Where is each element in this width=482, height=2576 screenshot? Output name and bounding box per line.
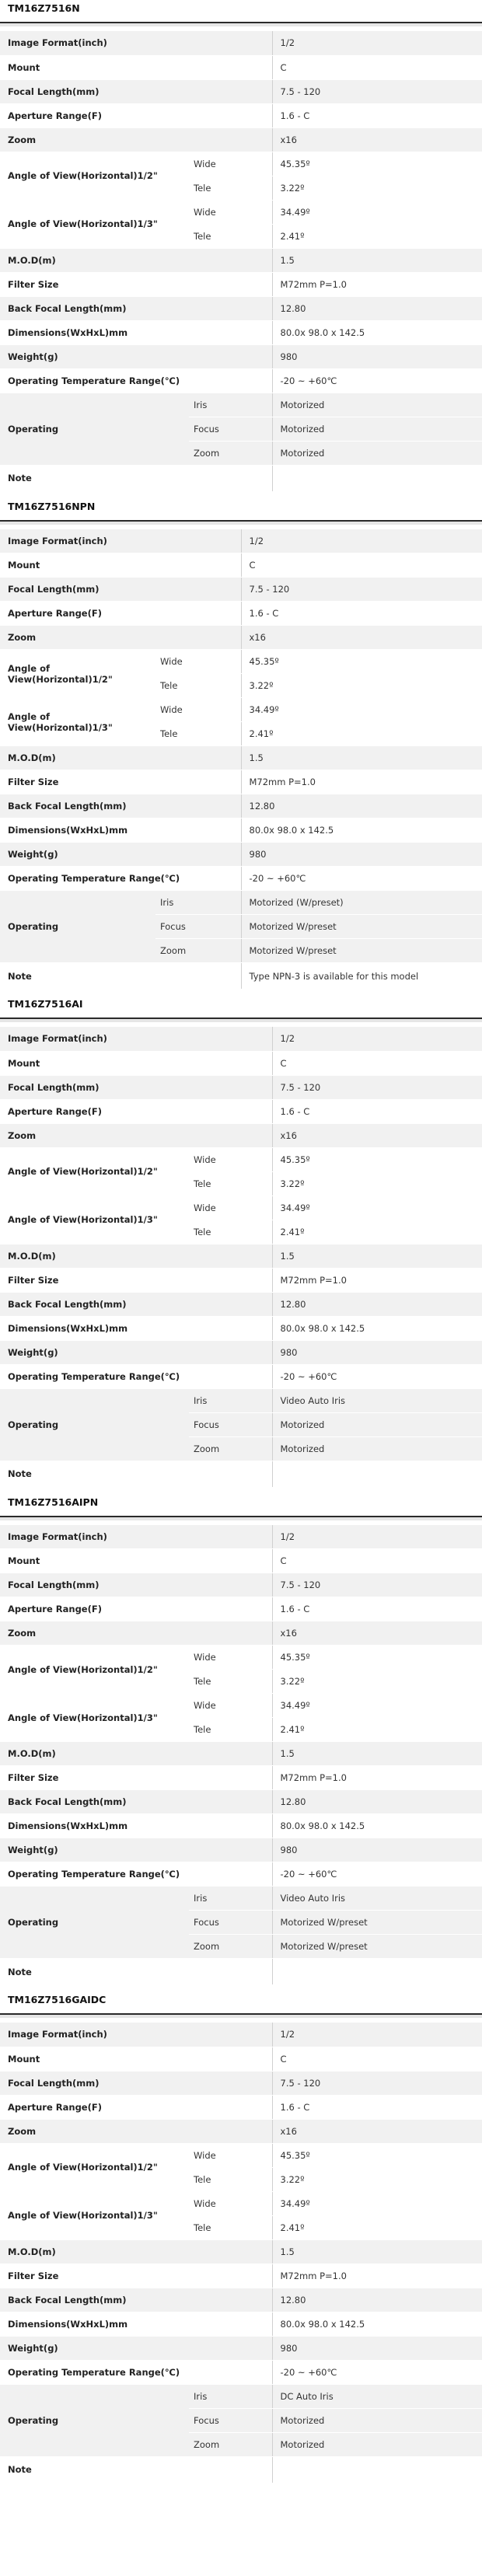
- spec-sublabel: Tele: [189, 1220, 272, 1244]
- spec-label: Back Focal Length(mm): [0, 794, 241, 819]
- spec-label: Operating Temperature Range(℃): [0, 368, 272, 393]
- spec-row-mod: [0, 1244, 482, 1268]
- spec-label: Focal Length(mm): [0, 79, 272, 103]
- spec-value: 3.22º: [272, 2167, 482, 2191]
- spec-value: [272, 2456, 482, 2483]
- spec-sublabel: Wide: [189, 2191, 272, 2215]
- spec-row-aov-third-wide: [0, 2191, 482, 2215]
- spec-value: Motorized: [272, 1412, 482, 1436]
- spec-row-aperture: [0, 1099, 482, 1123]
- spec-table: [0, 1027, 482, 1488]
- spec-value: -20 ~ +60℃: [272, 1364, 482, 1388]
- spec-row-focal-length: [0, 1573, 482, 1597]
- spec-row-aov-third-wide: [0, 1694, 482, 1718]
- spec-value: DC Auto Iris: [272, 2384, 482, 2408]
- spec-value: 45.35º: [272, 1646, 482, 1670]
- spec-label: Angle of View(Horizontal)1/3": [0, 200, 189, 248]
- spec-label: Note: [0, 963, 241, 990]
- spec-row-note: [0, 1959, 482, 1985]
- spec-value: 80.0x 98.0 x 142.5: [272, 1814, 482, 1838]
- spec-row-temp: [0, 1862, 482, 1887]
- spec-value: 3.22º: [272, 1171, 482, 1196]
- spec-sublabel: Tele: [155, 722, 241, 746]
- spec-value: [272, 1461, 482, 1487]
- spec-value: Motorized W/preset: [272, 1911, 482, 1935]
- spec-label: Focal Length(mm): [0, 1573, 272, 1597]
- spec-row-aov-half-wide: [0, 2143, 482, 2167]
- spec-sublabel: Iris: [189, 1887, 272, 1911]
- spec-label: Angle of View(Horizontal)1/2": [0, 1646, 189, 1694]
- spec-row-mod: [0, 1742, 482, 1766]
- spec-value: 80.0x 98.0 x 142.5: [272, 1316, 482, 1340]
- spec-value: [272, 465, 482, 491]
- spec-sublabel: Wide: [189, 1694, 272, 1718]
- spec-table: [0, 2023, 482, 2484]
- spec-row-operating-iris: [0, 393, 482, 417]
- spec-label: Operating: [0, 2384, 189, 2456]
- spec-value: 45.35º: [272, 152, 482, 176]
- spec-label: Back Focal Length(mm): [0, 1292, 272, 1316]
- spec-label: Back Focal Length(mm): [0, 296, 272, 320]
- spec-value: 7.5 - 120: [272, 79, 482, 103]
- spec-row-aov-half-wide: [0, 650, 482, 674]
- spec-value: [272, 1959, 482, 1985]
- spec-value: 2.41º: [272, 1718, 482, 1742]
- spec-value: 1.6 - C: [272, 2095, 482, 2119]
- spec-label: Image Format(inch): [0, 31, 272, 55]
- spec-label: Image Format(inch): [0, 1027, 272, 1051]
- spec-row-temp: [0, 2360, 482, 2384]
- spec-sublabel: Iris: [189, 393, 272, 417]
- spec-label: Aperture Range(F): [0, 103, 272, 127]
- spec-value: 1.5: [272, 1742, 482, 1766]
- spec-row-dimensions: [0, 2312, 482, 2336]
- spec-value: 1/2: [272, 31, 482, 55]
- spec-label: Zoom: [0, 2119, 272, 2143]
- spec-label: Aperture Range(F): [0, 1597, 272, 1621]
- spec-label: Angle of View(Horizontal)1/3": [0, 1196, 189, 1244]
- spec-value: 7.5 - 120: [272, 1075, 482, 1099]
- spec-row-aperture: [0, 103, 482, 127]
- spec-value: M72mm P=1.0: [272, 272, 482, 296]
- spec-sublabel: Tele: [189, 224, 272, 248]
- spec-row-zoom: [0, 127, 482, 152]
- spec-row-image-format: [0, 1525, 482, 1549]
- spec-row-operating-iris: [0, 891, 482, 915]
- spec-label: Zoom: [0, 626, 241, 650]
- spec-sublabel: Iris: [189, 1388, 272, 1412]
- spec-value: 980: [241, 843, 482, 867]
- spec-value: 34.49º: [272, 200, 482, 224]
- spec-row-filter: [0, 272, 482, 296]
- spec-row-filter: [0, 770, 482, 794]
- spec-label: Angle of View(Horizontal)1/3": [0, 2191, 189, 2239]
- spec-row-zoom: [0, 1123, 482, 1147]
- spec-row-mount: [0, 553, 482, 578]
- spec-row-dimensions: [0, 819, 482, 843]
- spec-row-focal-length: [0, 578, 482, 602]
- spec-label: Operating: [0, 1388, 189, 1461]
- spec-row-bfl: [0, 296, 482, 320]
- spec-value: 34.49º: [272, 1196, 482, 1220]
- spec-sublabel: Tele: [189, 176, 272, 200]
- product-title: TM16Z7516N: [0, 0, 482, 23]
- spec-label: Back Focal Length(mm): [0, 2288, 272, 2312]
- spec-value: M72mm P=1.0: [272, 1268, 482, 1292]
- spec-row-aov-half-wide: [0, 1646, 482, 1670]
- spec-sublabel: Wide: [189, 200, 272, 224]
- spec-value: 7.5 - 120: [241, 578, 482, 602]
- spec-row-image-format: [0, 2023, 482, 2047]
- spec-value: 80.0x 98.0 x 142.5: [241, 819, 482, 843]
- spec-value: 1.6 - C: [272, 1597, 482, 1621]
- spec-value: x16: [241, 626, 482, 650]
- spec-row-dimensions: [0, 1814, 482, 1838]
- product-section: [0, 0, 482, 492]
- spec-row-temp: [0, 1364, 482, 1388]
- spec-row-aperture: [0, 2095, 482, 2119]
- spec-value: Motorized: [272, 393, 482, 417]
- spec-sublabel: Wide: [189, 1196, 272, 1220]
- spec-value: 3.22º: [272, 176, 482, 200]
- spec-row-mod: [0, 248, 482, 272]
- spec-row-aov-third-wide: [0, 698, 482, 722]
- spec-row-focal-length: [0, 1075, 482, 1099]
- spec-sublabel: Zoom: [189, 2432, 272, 2456]
- spec-row-note: [0, 2456, 482, 2483]
- spec-value: 12.80: [272, 2288, 482, 2312]
- spec-value: -20 ~ +60℃: [272, 2360, 482, 2384]
- spec-label: Note: [0, 1461, 272, 1487]
- spec-value: x16: [272, 127, 482, 152]
- spec-row-note: [0, 465, 482, 491]
- spec-label: Weight(g): [0, 1340, 272, 1364]
- spec-label: Mount: [0, 2047, 272, 2071]
- spec-label: Focal Length(mm): [0, 1075, 272, 1099]
- spec-value: 34.49º: [272, 2191, 482, 2215]
- spec-row-filter: [0, 2264, 482, 2288]
- spec-value: Type NPN-3 is available for this model: [241, 963, 482, 990]
- spec-sublabel: Focus: [189, 1911, 272, 1935]
- spec-value: 980: [272, 2336, 482, 2360]
- spec-sublabel: Wide: [189, 1147, 272, 1171]
- spec-row-weight: [0, 1838, 482, 1862]
- spec-sublabel: Wide: [189, 1646, 272, 1670]
- spec-value: x16: [272, 2119, 482, 2143]
- spec-table: [0, 31, 482, 492]
- spec-value: 45.35º: [272, 2143, 482, 2167]
- spec-row-mount: [0, 1549, 482, 1573]
- spec-value: 1.5: [241, 746, 482, 770]
- spec-sublabel: Tele: [189, 2167, 272, 2191]
- spec-value: 3.22º: [241, 674, 482, 698]
- spec-row-mod: [0, 746, 482, 770]
- spec-sublabel: Iris: [155, 891, 241, 915]
- spec-label: Angle of View(Horizontal)1/3": [0, 1694, 189, 1742]
- spec-value: M72mm P=1.0: [272, 2264, 482, 2288]
- spec-value: Motorized: [272, 2408, 482, 2432]
- spec-row-weight: [0, 843, 482, 867]
- spec-value: 12.80: [272, 1790, 482, 1814]
- spec-label: Weight(g): [0, 1838, 272, 1862]
- spec-value: 7.5 - 120: [272, 1573, 482, 1597]
- spec-label: Focal Length(mm): [0, 2071, 272, 2095]
- product-title: TM16Z7516AIPN: [0, 1494, 482, 1517]
- spec-row-weight: [0, 2336, 482, 2360]
- spec-label: Filter Size: [0, 770, 241, 794]
- spec-row-bfl: [0, 2288, 482, 2312]
- spec-sublabel: Focus: [189, 1412, 272, 1436]
- spec-sublabel: Focus: [155, 915, 241, 939]
- spec-value: 80.0x 98.0 x 142.5: [272, 2312, 482, 2336]
- spec-value: 1.5: [272, 1244, 482, 1268]
- spec-label: M.O.D(m): [0, 248, 272, 272]
- product-section: [0, 498, 482, 990]
- spec-row-note: [0, 1461, 482, 1487]
- spec-value: -20 ~ +60℃: [272, 1862, 482, 1887]
- spec-label: Zoom: [0, 1123, 272, 1147]
- spec-row-note: [0, 963, 482, 990]
- spec-row-dimensions: [0, 320, 482, 344]
- spec-value: 980: [272, 1340, 482, 1364]
- spec-sublabel: Focus: [189, 417, 272, 441]
- spec-label: Aperture Range(F): [0, 1099, 272, 1123]
- spec-label: Aperture Range(F): [0, 602, 241, 626]
- spec-label: Filter Size: [0, 1766, 272, 1790]
- spec-row-aperture: [0, 1597, 482, 1621]
- spec-row-filter: [0, 1268, 482, 1292]
- spec-sublabel: Zoom: [189, 1935, 272, 1959]
- spec-value: C: [272, 1549, 482, 1573]
- spec-label: Operating Temperature Range(℃): [0, 1862, 272, 1887]
- spec-row-operating-iris: [0, 2384, 482, 2408]
- spec-value: Video Auto Iris: [272, 1388, 482, 1412]
- spec-row-mount: [0, 2047, 482, 2071]
- spec-row-temp: [0, 867, 482, 891]
- spec-sublabel: Tele: [189, 1670, 272, 1694]
- spec-value: 1/2: [272, 1525, 482, 1549]
- spec-label: Dimensions(WxHxL)mm: [0, 1814, 272, 1838]
- spec-row-weight: [0, 344, 482, 368]
- spec-sublabel: Tele: [155, 674, 241, 698]
- spec-label: Note: [0, 2456, 272, 2483]
- spec-sublabel: Tele: [189, 1718, 272, 1742]
- spec-label: Angle of View(Horizontal)1/2": [0, 2143, 189, 2191]
- spec-value: Motorized (W/preset): [241, 891, 482, 915]
- spec-label: Focal Length(mm): [0, 578, 241, 602]
- spec-label: Image Format(inch): [0, 1525, 272, 1549]
- spec-label: Mount: [0, 1051, 272, 1075]
- spec-value: 2.41º: [272, 1220, 482, 1244]
- product-title: TM16Z7516AI: [0, 996, 482, 1019]
- spec-value: 1.5: [272, 248, 482, 272]
- spec-table: [0, 1525, 482, 1986]
- spec-row-bfl: [0, 794, 482, 819]
- spec-value: 1.6 - C: [272, 1099, 482, 1123]
- spec-value: Video Auto Iris: [272, 1887, 482, 1911]
- product-title: TM16Z7516GAIDC: [0, 1991, 482, 2015]
- spec-value: Motorized: [272, 2432, 482, 2456]
- spec-row-aov-half-wide: [0, 152, 482, 176]
- spec-value: -20 ~ +60℃: [272, 368, 482, 393]
- spec-sublabel: Focus: [189, 2408, 272, 2432]
- spec-label: Mount: [0, 1549, 272, 1573]
- spec-label: Mount: [0, 55, 272, 79]
- spec-label: M.O.D(m): [0, 2239, 272, 2264]
- spec-label: Weight(g): [0, 2336, 272, 2360]
- spec-value: C: [272, 1051, 482, 1075]
- spec-value: 12.80: [272, 1292, 482, 1316]
- spec-sublabel: Tele: [189, 2215, 272, 2239]
- spec-label: Angle of View(Horizontal)1/2": [0, 1147, 189, 1196]
- spec-label: M.O.D(m): [0, 746, 241, 770]
- spec-label: Filter Size: [0, 272, 272, 296]
- spec-row-dimensions: [0, 1316, 482, 1340]
- spec-label: Operating: [0, 393, 189, 465]
- spec-label: Note: [0, 465, 272, 491]
- spec-value: Motorized W/preset: [272, 1935, 482, 1959]
- spec-row-mount: [0, 55, 482, 79]
- spec-value: C: [272, 55, 482, 79]
- spec-label: Zoom: [0, 127, 272, 152]
- spec-row-aperture: [0, 602, 482, 626]
- product-section: [0, 1991, 482, 2484]
- spec-value: 2.41º: [241, 722, 482, 746]
- spec-value: x16: [272, 1123, 482, 1147]
- product-section: [0, 996, 482, 1488]
- spec-table: [0, 529, 482, 990]
- spec-label: Dimensions(WxHxL)mm: [0, 819, 241, 843]
- spec-label: Aperture Range(F): [0, 2095, 272, 2119]
- spec-label: Operating Temperature Range(℃): [0, 2360, 272, 2384]
- spec-row-bfl: [0, 1790, 482, 1814]
- spec-label: Angle of View(Horizontal)1/2": [0, 650, 155, 698]
- spec-label: Dimensions(WxHxL)mm: [0, 1316, 272, 1340]
- spec-label: Angle of View(Horizontal)1/3": [0, 698, 155, 746]
- spec-value: 34.49º: [241, 698, 482, 722]
- spec-label: Operating: [0, 891, 155, 963]
- product-section: [0, 1494, 482, 1986]
- spec-value: 980: [272, 344, 482, 368]
- spec-value: Motorized: [272, 1436, 482, 1461]
- spec-value: 1/2: [272, 2023, 482, 2047]
- spec-label: M.O.D(m): [0, 1742, 272, 1766]
- spec-row-image-format: [0, 31, 482, 55]
- spec-label: Operating Temperature Range(℃): [0, 1364, 272, 1388]
- spec-value: Motorized: [272, 441, 482, 465]
- spec-value: 2.41º: [272, 2215, 482, 2239]
- spec-value: 980: [272, 1838, 482, 1862]
- spec-label: Weight(g): [0, 344, 272, 368]
- spec-row-operating-iris: [0, 1887, 482, 1911]
- spec-row-temp: [0, 368, 482, 393]
- spec-label: Image Format(inch): [0, 2023, 272, 2047]
- spec-value: 7.5 - 120: [272, 2071, 482, 2095]
- spec-value: 80.0x 98.0 x 142.5: [272, 320, 482, 344]
- spec-label: Filter Size: [0, 2264, 272, 2288]
- spec-row-image-format: [0, 529, 482, 553]
- spec-sublabel: Zoom: [189, 1436, 272, 1461]
- spec-row-mount: [0, 1051, 482, 1075]
- spec-value: C: [241, 553, 482, 578]
- spec-row-zoom: [0, 626, 482, 650]
- spec-row-aov-third-wide: [0, 1196, 482, 1220]
- spec-label: Weight(g): [0, 843, 241, 867]
- spec-value: -20 ~ +60℃: [241, 867, 482, 891]
- spec-label: Filter Size: [0, 1268, 272, 1292]
- spec-row-image-format: [0, 1027, 482, 1051]
- spec-label: M.O.D(m): [0, 1244, 272, 1268]
- spec-value: Motorized: [272, 417, 482, 441]
- spec-row-filter: [0, 1766, 482, 1790]
- spec-row-zoom: [0, 2119, 482, 2143]
- spec-sublabel: Zoom: [189, 441, 272, 465]
- spec-value: 34.49º: [272, 1694, 482, 1718]
- spec-row-aov-half-wide: [0, 1147, 482, 1171]
- product-title: TM16Z7516NPN: [0, 498, 482, 522]
- spec-value: x16: [272, 1621, 482, 1646]
- spec-sublabel: Iris: [189, 2384, 272, 2408]
- spec-row-aov-third-wide: [0, 200, 482, 224]
- spec-label: Angle of View(Horizontal)1/2": [0, 152, 189, 200]
- spec-sublabel: Wide: [155, 650, 241, 674]
- spec-label: Back Focal Length(mm): [0, 1790, 272, 1814]
- spec-sublabel: Tele: [189, 1171, 272, 1196]
- spec-row-focal-length: [0, 79, 482, 103]
- spec-sublabel: Zoom: [155, 939, 241, 963]
- spec-value: Motorized W/preset: [241, 915, 482, 939]
- spec-value: 2.41º: [272, 224, 482, 248]
- spec-sublabel: Wide: [189, 152, 272, 176]
- spec-sublabel: Wide: [155, 698, 241, 722]
- spec-value: M72mm P=1.0: [241, 770, 482, 794]
- spec-row-focal-length: [0, 2071, 482, 2095]
- spec-value: 1/2: [241, 529, 482, 553]
- spec-value: 1.5: [272, 2239, 482, 2264]
- spec-value: 1/2: [272, 1027, 482, 1051]
- spec-value: 45.35º: [241, 650, 482, 674]
- spec-value: 1.6 - C: [241, 602, 482, 626]
- spec-label: Dimensions(WxHxL)mm: [0, 320, 272, 344]
- spec-row-operating-iris: [0, 1388, 482, 1412]
- spec-label: Zoom: [0, 1621, 272, 1646]
- spec-label: Image Format(inch): [0, 529, 241, 553]
- spec-value: C: [272, 2047, 482, 2071]
- spec-sublabel: Wide: [189, 2143, 272, 2167]
- spec-label: Operating Temperature Range(℃): [0, 867, 241, 891]
- spec-row-zoom: [0, 1621, 482, 1646]
- spec-value: 1.6 - C: [272, 103, 482, 127]
- spec-value: 45.35º: [272, 1147, 482, 1171]
- spec-value: M72mm P=1.0: [272, 1766, 482, 1790]
- spec-row-bfl: [0, 1292, 482, 1316]
- spec-label: Operating: [0, 1887, 189, 1959]
- spec-value: 3.22º: [272, 1670, 482, 1694]
- spec-value: 12.80: [272, 296, 482, 320]
- spec-row-weight: [0, 1340, 482, 1364]
- spec-value: 12.80: [241, 794, 482, 819]
- spec-value: Motorized W/preset: [241, 939, 482, 963]
- spec-label: Note: [0, 1959, 272, 1985]
- spec-label: Mount: [0, 553, 241, 578]
- spec-label: Dimensions(WxHxL)mm: [0, 2312, 272, 2336]
- spec-row-mod: [0, 2239, 482, 2264]
